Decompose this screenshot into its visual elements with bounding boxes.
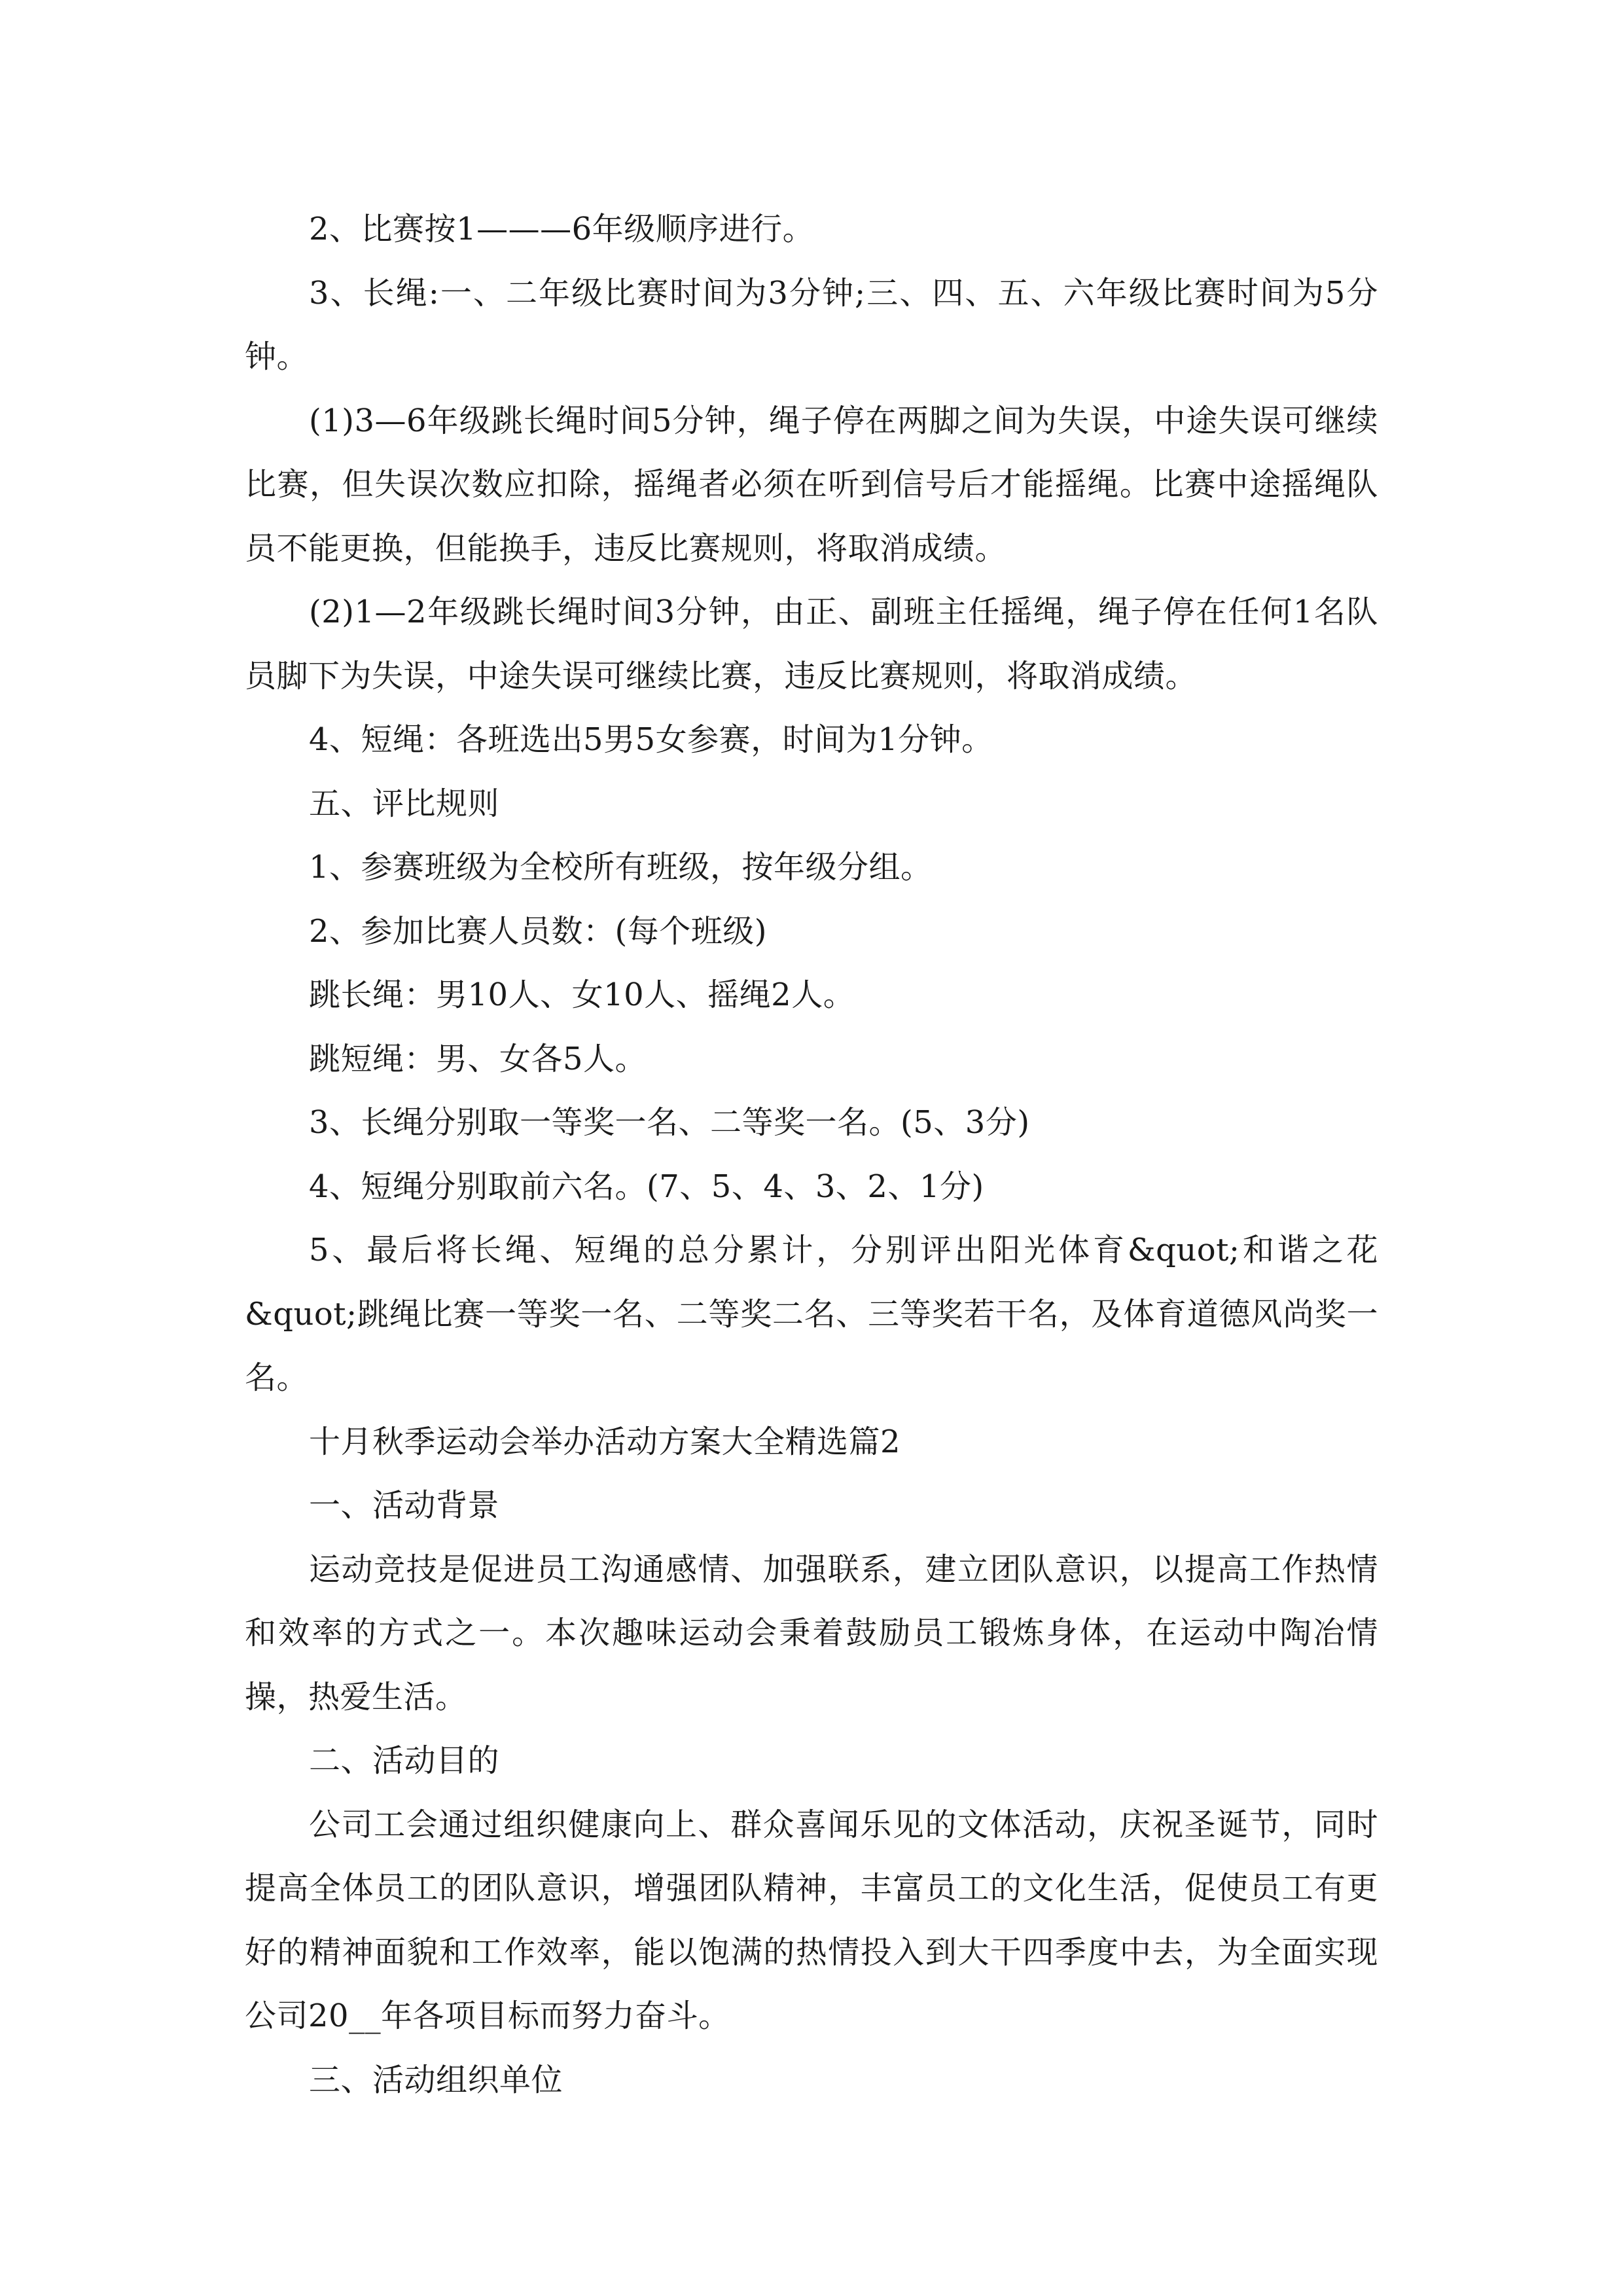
paragraph-judging-3: 3、长绳分别取一等奖一名、二等奖一名。(5、3分) bbox=[309, 1104, 1030, 1141]
section-heading-background: 一、活动背景 bbox=[309, 1487, 500, 1524]
paragraph-judging-1: 1、参赛班级为全校所有班级，按年级分组。 bbox=[309, 849, 933, 886]
section-heading-organizer: 三、活动组织单位 bbox=[309, 2061, 563, 2098]
paragraph-rule-3: 3、长绳:一、二年级比赛时间为3分钟;三、四、五、六年级比赛时间为5分钟。 bbox=[245, 274, 1378, 375]
paragraph-background: 运动竞技是促进员工沟通感情、加强联系，建立团队意识，以提高工作热情和效率的方式之一。本次趣味运动会秉着鼓励员工锻炼身体，在运动中陶冶情操，热爱生活。 bbox=[245, 1551, 1378, 1715]
paragraph-judging-5: 5、最后将长绳、短绳的总分累计，分别评出阳光体育&quot;和谐之花&quot;跳绳比赛一等奖一名、二等奖二名、三等奖若干名，及体育道德风尚奖一名。 bbox=[245, 1232, 1378, 1396]
document-body bbox=[245, 198, 1378, 2112]
paragraph-rule-4: 4、短绳：各班选出5男5女参赛，时间为1分钟。 bbox=[309, 721, 993, 758]
paragraph-judging-4: 4、短绳分别取前六名。(7、5、4、3、2、1分) bbox=[309, 1168, 984, 1205]
article-title-part-2: 十月秋季运动会举办活动方案大全精选篇2 bbox=[309, 1423, 901, 1460]
paragraph-rule-2: 2、比赛按1———6年级顺序进行。 bbox=[309, 211, 815, 247]
paragraph-short-rope-participants: 跳短绳：男、女各5人。 bbox=[309, 1040, 647, 1077]
paragraph-judging-2: 2、参加比赛人员数：(每个班级) bbox=[309, 912, 767, 950]
section-heading-purpose: 二、活动目的 bbox=[309, 1742, 500, 1779]
paragraph-rule-3-1: (1)3—6年级跳长绳时间5分钟，绳子停在两脚之间为失误，中途失误可继续比赛，但失误次数应扣除，摇绳者必须在听到信号后才能摇绳。比赛中途摇绳队员不能更换，但能换手，违反比赛规则，将取消成绩。 bbox=[245, 402, 1378, 567]
section-heading-judging-rules: 五、评比规则 bbox=[309, 785, 500, 822]
paragraph-purpose: 公司工会通过组织健康向上、群众喜闻乐见的文体活动，庆祝圣诞节，同时提高全体员工的团队意识，增强团队精神，丰富员工的文化生活，促使员工有更好的精神面貌和工作效率，能以饱满的热情投入到大干四季度中去，为全面实现公司20__年各项目标而努力奋斗。 bbox=[245, 1806, 1378, 2034]
paragraph-long-rope-participants: 跳长绳：男10人、女10人、摇绳2人。 bbox=[309, 977, 855, 1013]
paragraph-rule-3-2: (2)1—2年级跳长绳时间3分钟，由正、副班主任摇绳，绳子停在任何1名队员脚下为失误，中途失误可继续比赛，违反比赛规则，将取消成绩。 bbox=[245, 594, 1378, 694]
